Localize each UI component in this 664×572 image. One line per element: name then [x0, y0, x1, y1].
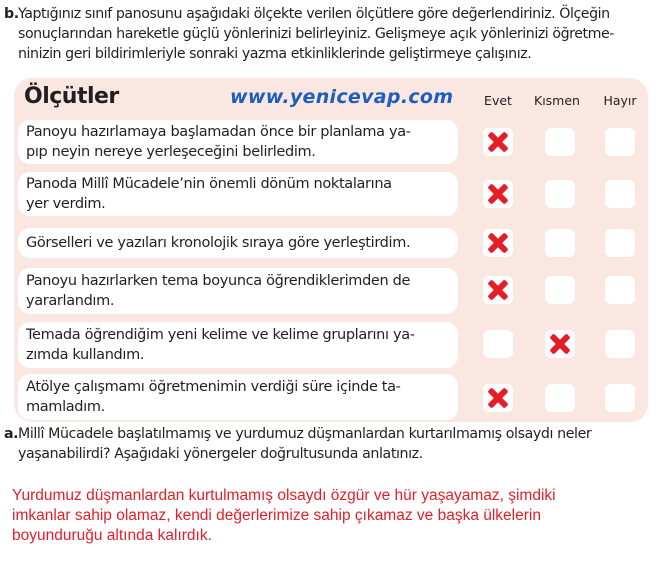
checkbox-row5-hayir[interactable] [605, 330, 635, 358]
checkbox-row5-evet[interactable] [483, 330, 513, 358]
question-a-text [18, 424, 591, 464]
checkbox-row2-hayir[interactable] [605, 180, 635, 208]
question-b [4, 4, 660, 62]
question-b-text [18, 4, 658, 64]
rubric-title: Ölçütler [24, 84, 119, 109]
checkbox-row3-evet[interactable] [483, 229, 513, 257]
rubric-row-4 [18, 268, 458, 314]
checkbox-row1-kismen[interactable] [545, 128, 575, 156]
rubric-row-6 [18, 374, 458, 420]
answer-line: imkanlar sahip olamaz, kendi değerlerimize sahip çıkamaz ve başka ülkelerin [12, 507, 541, 524]
rubric-row-1 [18, 120, 458, 164]
rubric-row-text: Atölye çalışmamı öğretmenimin verdiği süre içinde ta- [26, 379, 401, 395]
checkbox-row6-evet[interactable] [483, 384, 513, 412]
rubric-panel [14, 78, 648, 422]
rubric-row-text: yararlandım. [26, 293, 115, 309]
rubric-row-text: Panoyu hazırlarken tema boyunca öğrendiklerimden de [26, 273, 411, 289]
checkbox-row6-hayir[interactable] [605, 384, 635, 412]
rubric-row-text: Temada öğrendiğim yeni kelime ve kelime gruplarını ya- [26, 327, 415, 343]
rubric-row-5 [18, 322, 458, 368]
column-header-kismen: Kısmen [534, 93, 580, 108]
watermark-text: www.yenicevap.com [230, 86, 454, 108]
question-b-line: Yaptığınız sınıf panosunu aşağıdaki ölçekte verilen ölçütlere göre değerlendiriniz. Ölçeğin [18, 6, 610, 22]
checkbox-row5-kismen[interactable] [545, 330, 575, 358]
question-b-line: sonuçlarından hareketle güçlü yönlerinizi belirleyiniz. Gelişmeye açık yönlerinizi öğretme- [18, 26, 614, 42]
checkbox-row4-evet[interactable] [483, 276, 513, 304]
checkbox-row4-hayir[interactable] [605, 276, 635, 304]
rubric-row-3 [18, 228, 458, 258]
column-header-evet: Evet [484, 93, 512, 108]
checkbox-row3-hayir[interactable] [605, 229, 635, 257]
column-header-hayir: Hayır [603, 93, 637, 108]
rubric-row-text: Görselleri ve yazıları kronolojik sıraya göre yerleştirdim. [26, 235, 411, 251]
checkbox-row1-hayir[interactable] [605, 128, 635, 156]
question-a [4, 424, 660, 462]
rubric-row-text: Panoda Millî Mücadele’nin önemli dönüm noktalarına [26, 176, 392, 192]
question-a-line: yaşanabilirdi? Aşağıdaki yönergeler doğrultusunda anlatınız. [18, 446, 423, 462]
checkbox-row1-evet[interactable] [483, 128, 513, 156]
checkbox-row3-kismen[interactable] [545, 229, 575, 257]
rubric-row-text: Panoyu hazırlamaya başlamadan önce bir planlama ya- [26, 124, 411, 140]
rubric-row-2 [18, 172, 458, 216]
checkbox-row2-evet[interactable] [483, 180, 513, 208]
rubric-row-text: yer verdim. [26, 196, 106, 212]
checkbox-row4-kismen[interactable] [545, 276, 575, 304]
question-b-label: b. [4, 6, 19, 22]
rubric-row-text: zımda kullandım. [26, 347, 145, 363]
checkbox-row2-kismen[interactable] [545, 180, 575, 208]
answer-line: boyunduruğu altında kalırdık. [12, 527, 212, 544]
rubric-row-text: mamladım. [26, 399, 105, 415]
checkbox-row6-kismen[interactable] [545, 384, 575, 412]
answer-line: Yurdumuz düşmanlardan kurtulmamış olsaydı özgür ve hür yaşayamaz, şimdiki [12, 487, 556, 504]
question-b-line: ninizin geri bildirimleriyle sonraki yazma etkinliklerinde geliştirmeye çalışınız. [18, 46, 532, 62]
rubric-row-text: pıp neyin nereye yerleşeceğini belirledim. [26, 144, 316, 160]
question-a-label: a. [4, 426, 19, 442]
handwritten-answer [12, 486, 662, 546]
question-a-line: Millî Mücadele başlatılmamış ve yurdumuz düşmanlardan kurtarılmamış olsaydı neler [18, 426, 592, 442]
